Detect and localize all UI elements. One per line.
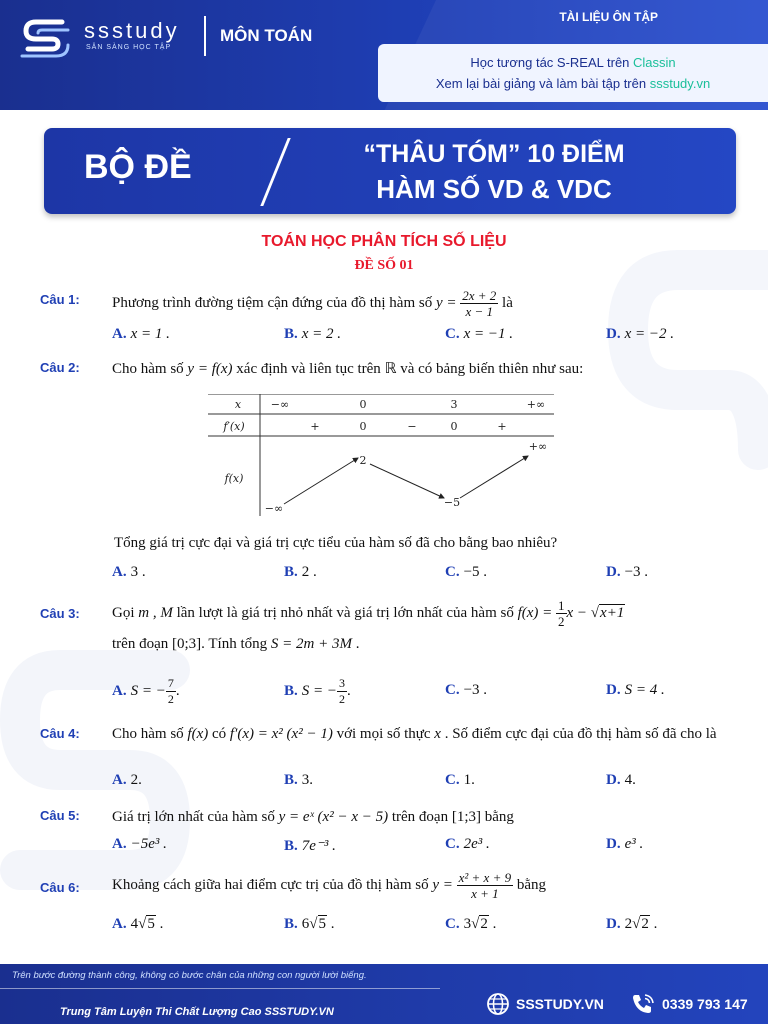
info-line-1: Học tương tác S-REAL trên Classin — [470, 55, 676, 70]
option-d[interactable]: D. x = −2 . — [606, 326, 674, 342]
x-value: +∞ — [526, 398, 546, 411]
option-d[interactable]: D. −3 . — [606, 564, 649, 580]
increasing-arrow — [460, 456, 528, 498]
footer-center-name: Trung Tâm Luyện Thi Chất Lượng Cao SSSTUDY.VN — [60, 1006, 334, 1018]
question-4 — [40, 722, 740, 792]
answer-options — [112, 916, 732, 936]
fraction: $\frac{\text{x² + x + 9}}{x + 1}$ — [458, 870, 512, 901]
banner-divider — [260, 138, 290, 206]
option-c[interactable]: C. −5 . — [445, 564, 488, 580]
answer-options — [112, 564, 732, 584]
fprime-sign: + — [497, 420, 507, 433]
question-text: Phương trình đường tiệm cận đứng của đồ thị hàm số y = $\frac{2x + 2}{x - 1}$ là — [112, 288, 513, 319]
question-text: Giá trị lớn nhất của hàm số y = eˣ (x² − x − 5) trên đoạn [1;3] bằng — [112, 809, 514, 825]
f-value: 2 — [359, 454, 367, 467]
option-c[interactable]: C. x = −1 . — [445, 326, 513, 342]
option-b[interactable]: B. 6√5 . — [284, 916, 335, 932]
f-value: −5 — [443, 496, 461, 509]
ssstudy-logo-icon — [18, 14, 76, 60]
answer-options — [112, 676, 732, 706]
option-a[interactable]: A. x = 1 . — [112, 326, 170, 342]
question-text: Cho hàm số y = f(x) xác định và liên tục trên ℝ và có bảng biến thiên như sau: — [112, 361, 584, 377]
x-value: 0 — [359, 398, 367, 411]
option-d[interactable]: D. e³ . — [606, 836, 644, 852]
exam-number: ĐỀ SỐ 01 — [354, 258, 414, 273]
footer-divider — [0, 988, 440, 989]
option-b[interactable]: B. S = − $\frac{3}{2}$ . — [284, 676, 351, 706]
globe-icon — [486, 992, 510, 1016]
option-c[interactable]: C. −3 . — [445, 682, 488, 698]
fprime-value: 0 — [450, 420, 458, 433]
fraction: $\frac{2x + 2}{x - 1}$ — [462, 288, 497, 319]
website-link[interactable]: ssstudy.vn — [649, 76, 711, 91]
option-b[interactable]: B. 2 . — [284, 564, 317, 580]
question-1 — [40, 288, 740, 348]
option-d[interactable]: D. 2√2 . — [606, 916, 658, 932]
option-b[interactable]: B. 7e⁻³ . — [284, 838, 336, 854]
fraction: $\frac{1}{2}$ — [558, 598, 565, 630]
option-c[interactable]: C. 2e³ . — [445, 836, 490, 852]
question-5 — [40, 806, 740, 860]
answer-options — [112, 326, 732, 346]
option-c[interactable]: C. 1. — [445, 772, 475, 788]
phone-icon — [630, 992, 656, 1016]
fprime-sign: − — [407, 420, 417, 433]
footer-phone[interactable]: 0339 793 147 — [662, 996, 748, 1012]
f-value: +∞ — [528, 440, 548, 453]
header-divider — [204, 16, 206, 56]
banner-title-line-1: “THÂU TÓM” 10 ĐIỂM — [363, 140, 625, 168]
fprime-sign: + — [310, 420, 320, 433]
document-type: TÀI LIỆU ÔN TẬP — [559, 10, 658, 24]
fprime-value: 0 — [359, 420, 367, 433]
banner-label: BỘ ĐỀ — [84, 148, 192, 186]
page-header — [0, 0, 768, 110]
question-label: Câu 4: — [40, 726, 80, 741]
increasing-arrow — [284, 458, 358, 504]
answer-options — [112, 772, 732, 792]
footer-website[interactable]: SSSTUDY.VN — [516, 996, 604, 1012]
question-text: Gọi m , M lần lượt là giá trị nhỏ nhất và giá trị lớn nhất của hàm số f(x) = $\frac{1}{2}$ x − √x+1 trên đoạn [0;3]. Tính tổng S = 2m + 3M . — [112, 598, 625, 653]
question-text: Tổng giá trị cực đại và giá trị cực tiểu của hàm số đã cho bằng bao nhiêu? — [114, 535, 558, 551]
question-label: Câu 5: — [40, 808, 80, 823]
footer-quote: Trên bước đường thành công, không có bước chân của những con người lười biếng. — [12, 970, 367, 981]
page-footer — [0, 964, 768, 1024]
row-label-f: f(x) — [224, 472, 244, 485]
info-line-2: Xem lại bài giảng và làm bài tập trên ssstudy.vn — [435, 76, 711, 91]
brand-name: ssstudy — [84, 18, 180, 43]
option-b[interactable]: B. 3. — [284, 772, 314, 788]
option-a[interactable]: A. 2. — [112, 772, 142, 788]
variation-table — [208, 394, 556, 518]
option-a[interactable]: A. 4√5 . — [112, 916, 164, 932]
question-label: Câu 6: — [40, 880, 80, 895]
f-value: −∞ — [264, 502, 284, 515]
option-a[interactable]: A. S = − $\frac{7}{2}$ . — [112, 676, 180, 706]
option-d[interactable]: D. S = 4 . — [606, 682, 665, 698]
question-label: Câu 1: — [40, 292, 80, 307]
decreasing-arrow — [370, 464, 444, 498]
question-text: Khoảng cách giữa hai điểm cực trị của đồ thị hàm số y = $\frac{\text{x² + x + 9}}{x + 1}$ bằng — [112, 870, 547, 901]
option-c[interactable]: C. 3√2 . — [445, 916, 497, 932]
row-label-x: x — [234, 398, 242, 411]
question-label: Câu 3: — [40, 606, 80, 621]
info-box — [378, 44, 768, 102]
x-value: −∞ — [270, 398, 290, 411]
section-title: TOÁN HỌC PHÂN TÍCH SỐ LIỆU — [261, 233, 507, 250]
question-2-continued — [40, 532, 740, 592]
question-text: Cho hàm số f(x) có f′(x) = x² (x² − 1) với mọi số thực x . Số điểm cực đại của đồ thị hàm số đã cho là — [112, 726, 717, 742]
option-d[interactable]: D. 4. — [606, 772, 636, 788]
option-b[interactable]: B. x = 2 . — [284, 326, 342, 342]
title-banner — [44, 128, 736, 214]
x-value: 3 — [450, 398, 458, 411]
subject-label: MÔN TOÁN — [220, 26, 313, 45]
option-a[interactable]: A. 3 . — [112, 564, 146, 580]
classin-link[interactable]: Classin — [633, 55, 676, 70]
question-3 — [40, 598, 740, 708]
question-6 — [40, 870, 740, 940]
option-a[interactable]: A. −5e³ . — [112, 836, 167, 852]
banner-title-line-2: HÀM SỐ VD & VDC — [376, 174, 612, 204]
answer-options — [112, 836, 732, 856]
brand-tagline: SẴN SÀNG HỌC TẬP — [86, 44, 172, 51]
question-label: Câu 2: — [40, 360, 80, 375]
row-label-fprime: f′(x) — [223, 420, 245, 433]
